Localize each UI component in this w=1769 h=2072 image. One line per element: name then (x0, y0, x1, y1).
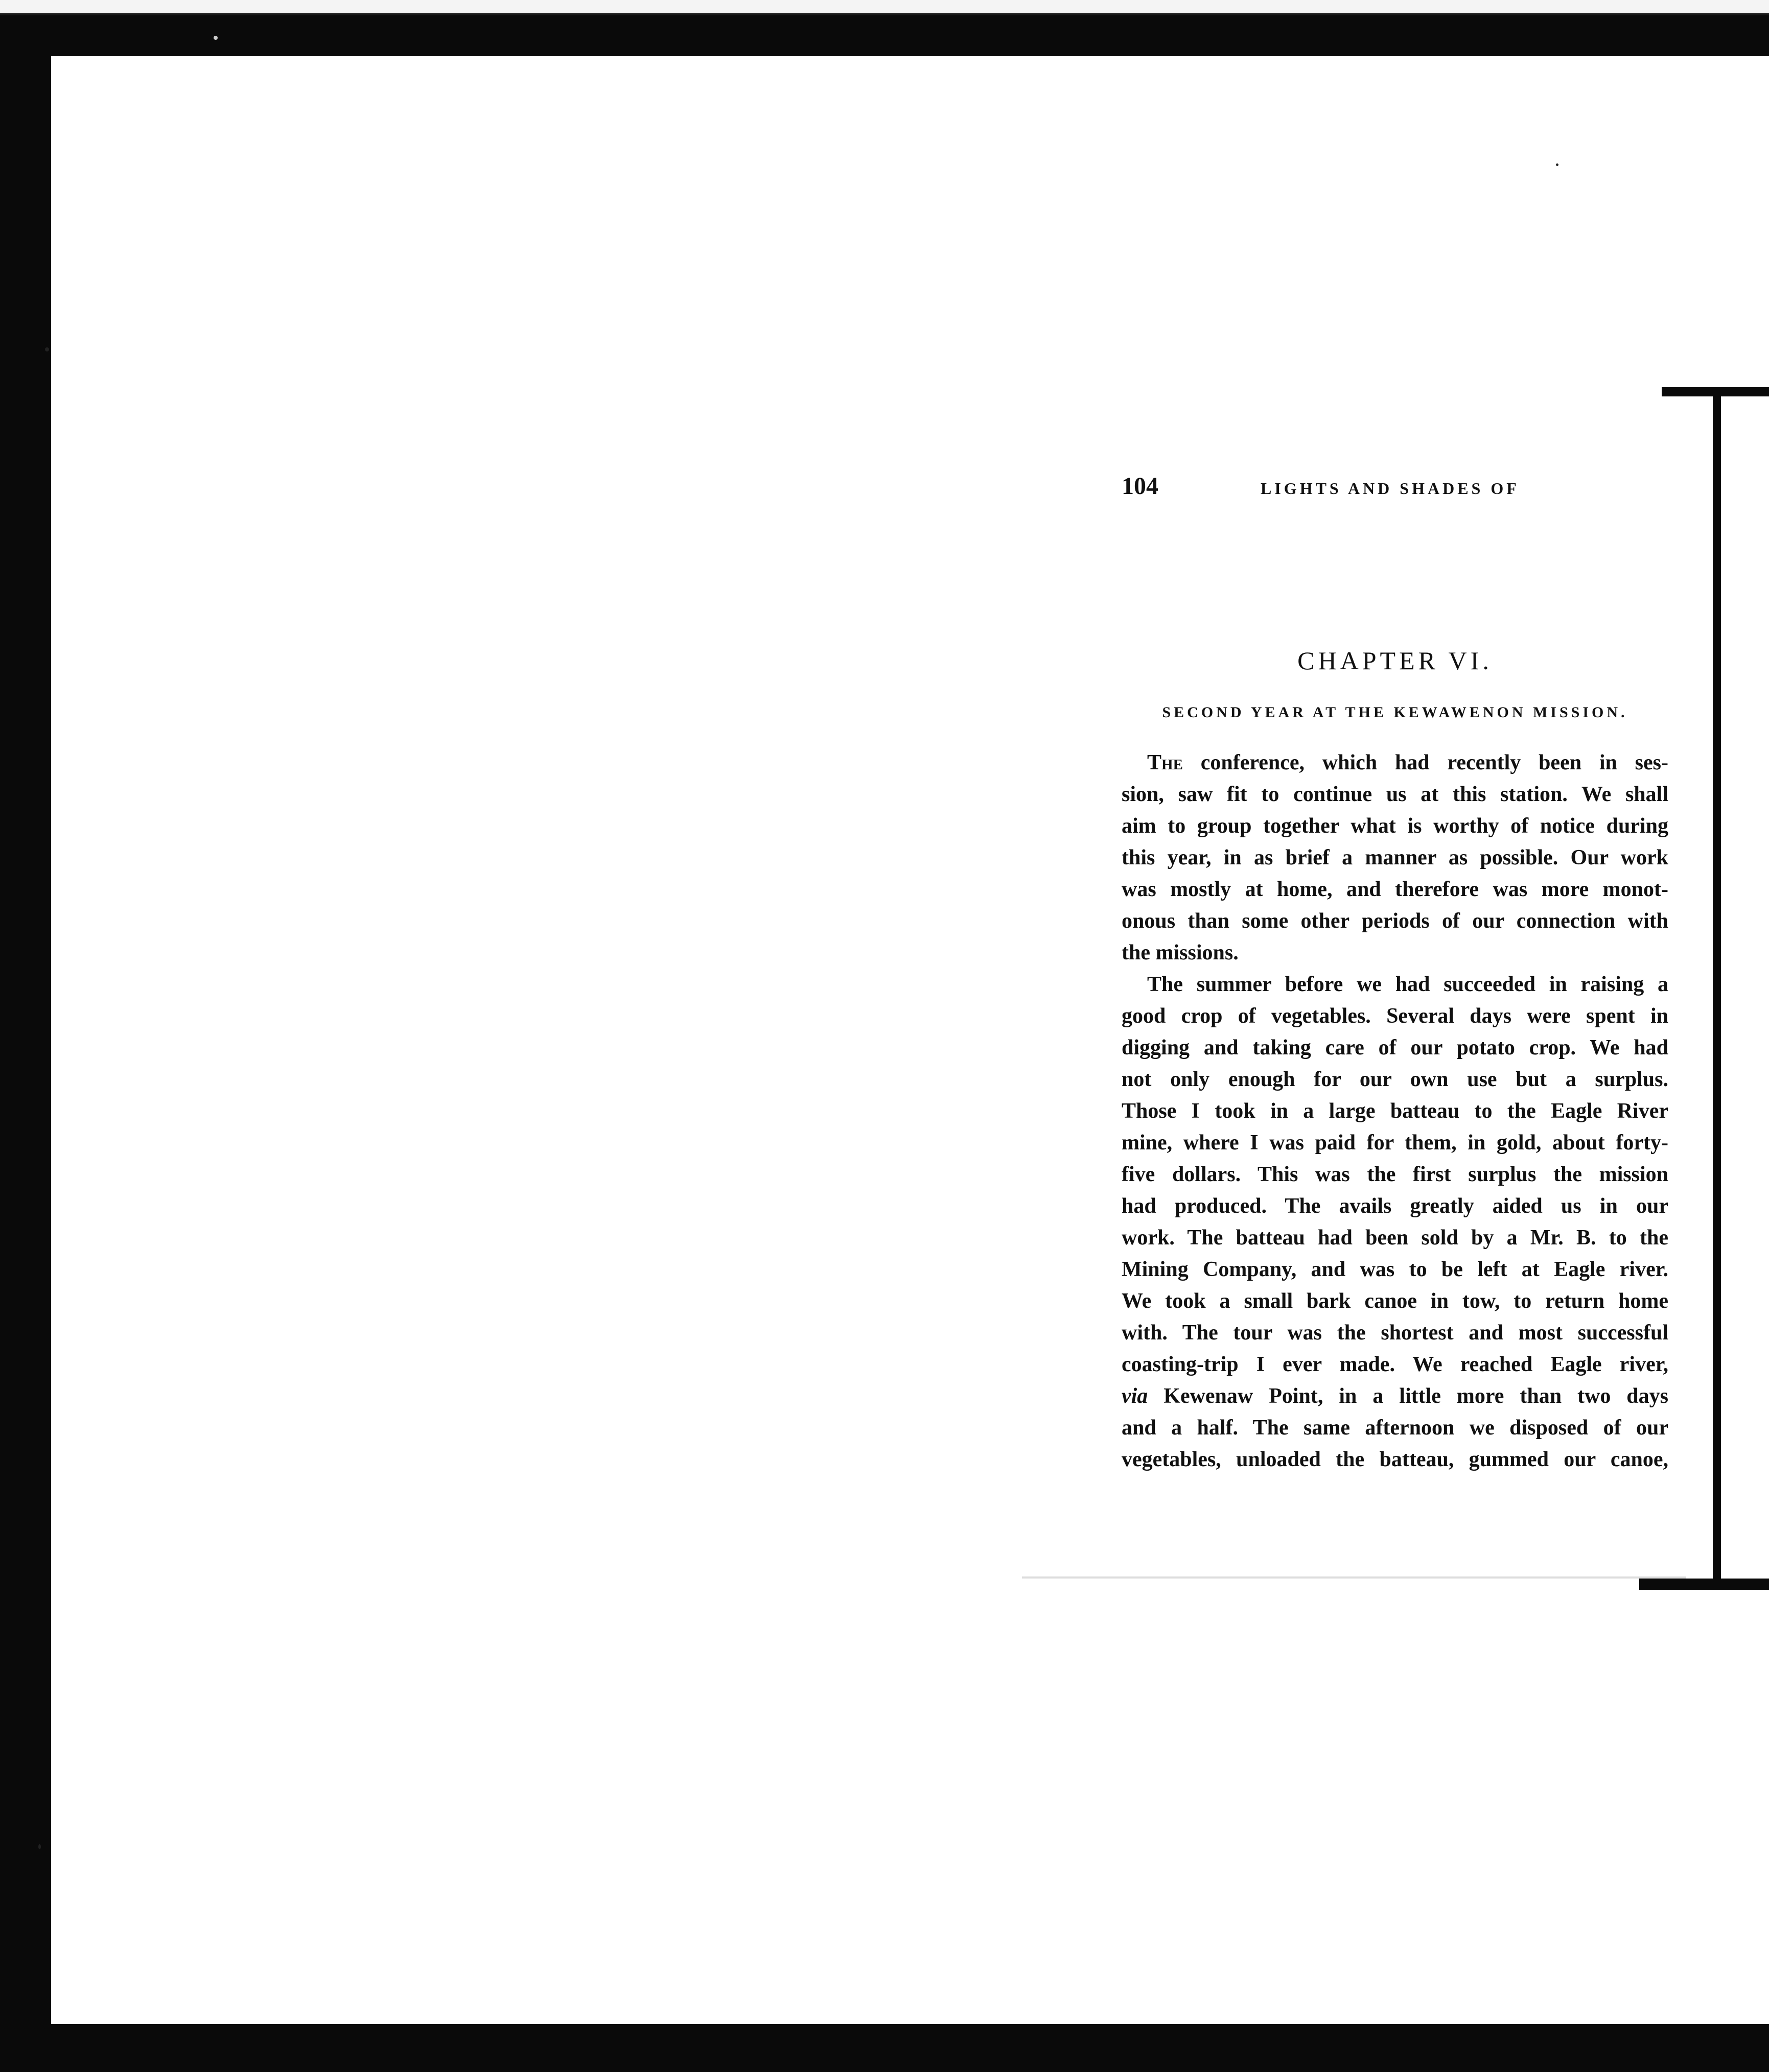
text-line: coasting-trip I ever made. We reached Eagle river, (1122, 1353, 1668, 1376)
text-line: sion, saw fit to continue us at this station. We shall (1122, 783, 1668, 806)
text-line: digging and taking care of our potato crop. We had (1122, 1036, 1668, 1059)
text-line: this year, in as brief a manner as possible. Our work (1122, 846, 1668, 869)
text-line: aim to group together what is worthy of notice during (1122, 814, 1668, 838)
running-head (1122, 472, 1566, 503)
text-line (1122, 1380, 1668, 1412)
text-line-content: Kewenaw Point, in a little more than two days (1148, 1384, 1668, 1408)
body-text (1122, 747, 1668, 1475)
text-line: with. The tour was the shortest and most successful (1122, 1321, 1668, 1345)
scan-top-strip (0, 0, 1769, 15)
text-line: mine, where I was paid for them, in gold, about forty- (1122, 1131, 1668, 1155)
text-line: had produced. The avails greatly aided us in our (1122, 1194, 1668, 1218)
text-line: vegetables, unloaded the batteau, gummed our canoe, (1122, 1448, 1668, 1471)
scan-frame-bottom (0, 2024, 1769, 2072)
text-line: work. The batteau had been sold by a Mr. B. to the (1122, 1226, 1668, 1250)
chapter-subtitle: SECOND YEAR AT THE KEWAWENON MISSION. (1162, 704, 1628, 721)
scan-speck (1556, 163, 1558, 166)
text-line: not only enough for our own use but a surplus. (1122, 1068, 1668, 1091)
running-title: LIGHTS AND SHADES OF (1261, 479, 1520, 498)
text-line: We took a small bark canoe in tow, to return home (1122, 1289, 1668, 1313)
text-line: The summer before we had succeeded in raising a (1147, 973, 1668, 996)
text-line: and a half. The same afternoon we disposed of our (1122, 1416, 1668, 1440)
text-line: Mining Company, and was to be left at Eagle river. (1122, 1258, 1668, 1281)
text-line-content: conference, which had recently been in ses- (1182, 751, 1668, 774)
text-line: the missions. (1122, 941, 1239, 964)
text-line: good crop of vegetables. Several days were spent in (1122, 1004, 1668, 1028)
scan-frame-top (0, 15, 1769, 56)
scan-speck (214, 36, 218, 40)
text-line (1122, 747, 1668, 779)
italic-word: via (1122, 1384, 1148, 1408)
scan-speck (38, 1844, 41, 1849)
scan-frame-left (0, 15, 51, 2072)
text-line: Those I took in a large batteau to the Eagle River (1122, 1099, 1668, 1123)
adjacent-page-edge (1713, 388, 1721, 1584)
page-number: 104 (1122, 473, 1158, 500)
scan-speck (45, 347, 49, 351)
text-line: five dollars. This was the first surplus the mission (1122, 1163, 1668, 1186)
text-line: was mostly at home, and therefore was more monot- (1122, 878, 1668, 901)
text-line: onous than some other periods of our connection with (1122, 909, 1668, 933)
chapter-title: CHAPTER VI. (1297, 646, 1493, 675)
adjacent-page-edge-bottom (1639, 1579, 1769, 1590)
lead-word: The (1147, 751, 1183, 774)
